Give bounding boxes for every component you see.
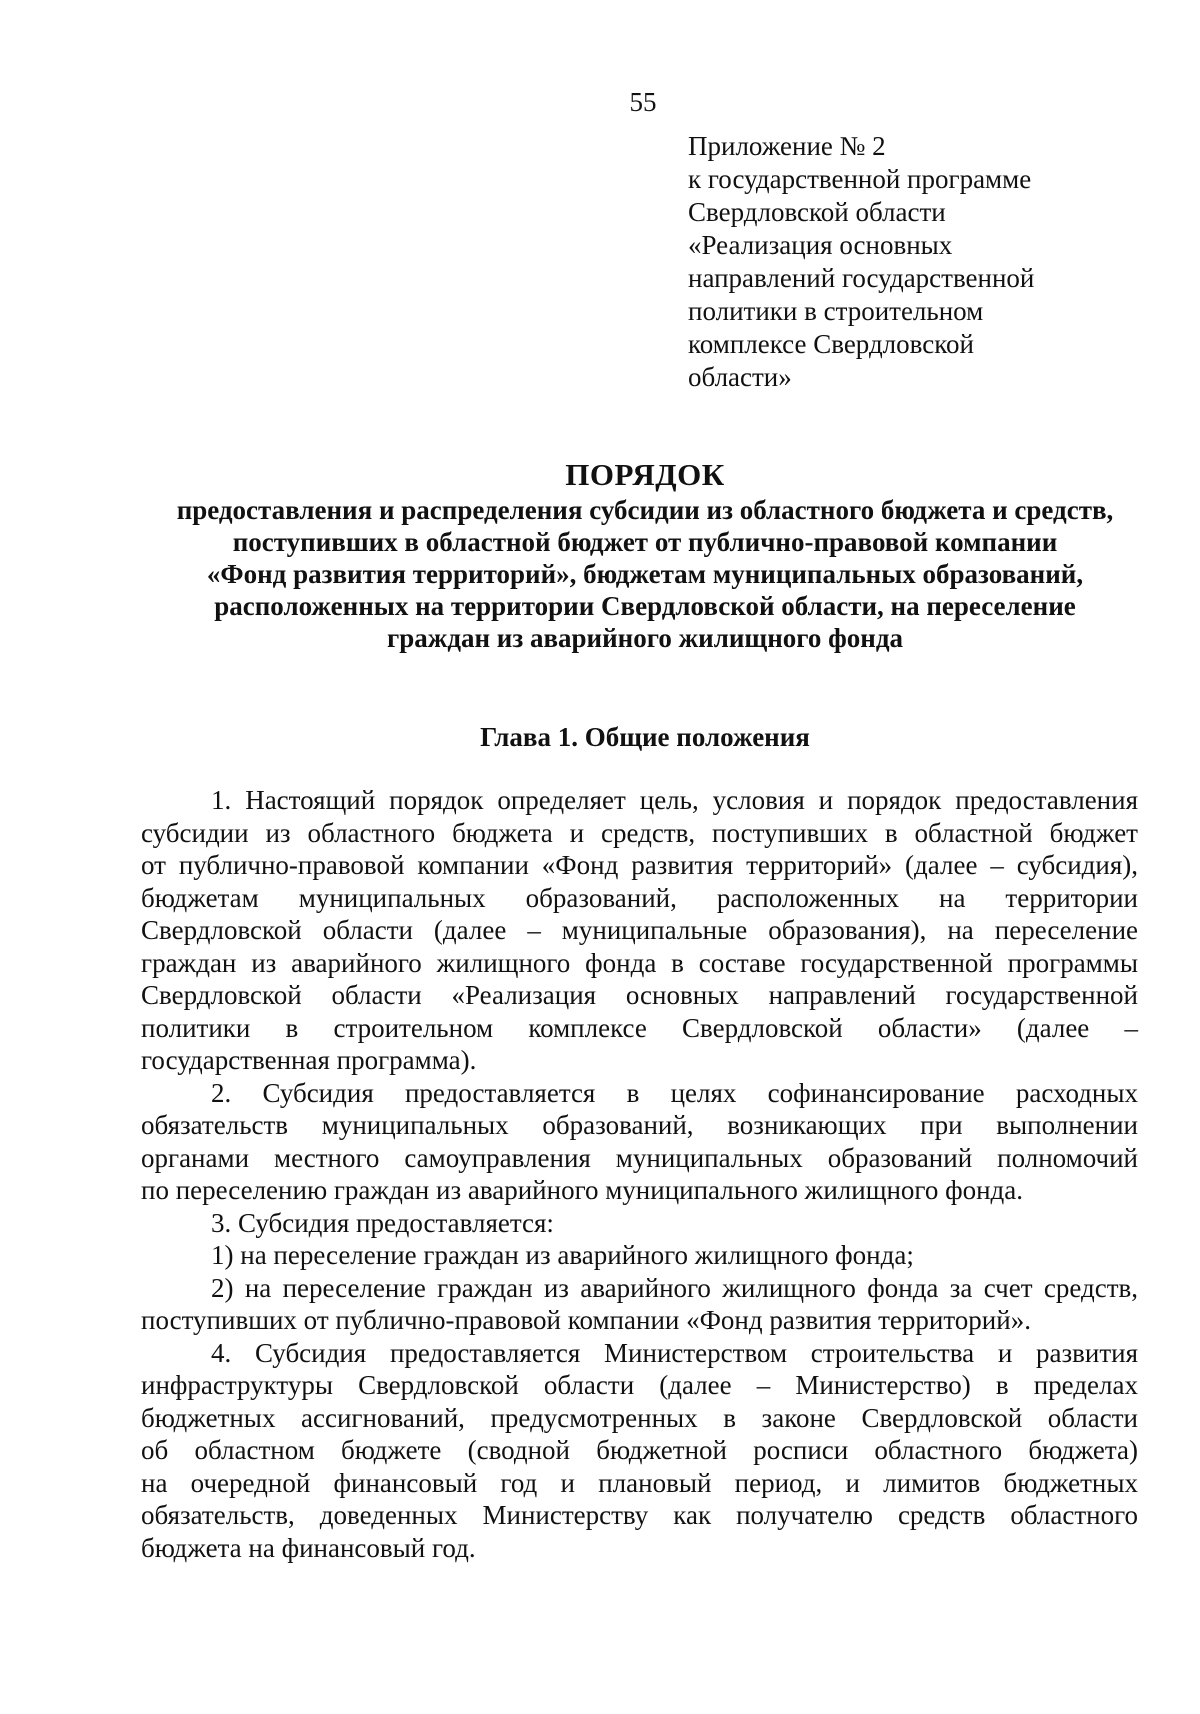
body-line: от публично-правовой компании «Фонд развития территорий» (далее – субсидия),: [141, 850, 1138, 880]
page-number: 55: [629, 87, 657, 117]
title-line: поступивших в областной бюджет от публично-правовой компании: [232, 527, 1058, 557]
appendix-line: «Реализация основных: [688, 230, 953, 260]
body-line: граждан из аварийного жилищного фонда в составе государственной программы: [141, 947, 1138, 978]
body-line: 4. Субсидия предоставляется Министерством строительства и развития: [211, 1337, 1138, 1368]
body-line: Свердловской области (далее – муниципальные образования), на переселение: [141, 915, 1138, 945]
title-line: «Фонд развития территорий», бюджетам муниципальных образований,: [206, 559, 1084, 589]
body-line: бюджетам муниципальных образований, расположенных на территории: [141, 882, 1138, 913]
title-heading: ПОРЯДОК: [565, 457, 725, 492]
body-line: об областном бюджете (сводной бюджетной росписи областного бюджета): [141, 1435, 1138, 1465]
body-line: политики в строительном комплексе Свердловской области» (далее –: [141, 1012, 1138, 1043]
appendix-line: Свердловской области: [688, 197, 946, 227]
body-line: 1) на переселение граждан из аварийного жилищного фонда;: [211, 1240, 914, 1270]
chapter-title: Глава 1. Общие положения: [480, 722, 810, 752]
body-line: государственная программа).: [141, 1045, 477, 1075]
appendix-line: области»: [688, 362, 792, 392]
body-line: по переселению граждан из аварийного муниципального жилищного фонда.: [141, 1175, 1023, 1205]
appendix-line: направлений государственной: [688, 263, 1035, 293]
body-line: бюджетных ассигнований, предусмотренных в законе Свердловской области: [141, 1402, 1138, 1433]
body-line: субсидии из областного бюджета и средств, поступивших в областной бюджет: [141, 817, 1138, 848]
title-line: граждан из аварийного жилищного фонда: [386, 623, 903, 653]
title-line: предоставления и распределения субсидии из областного бюджета и средств,: [176, 495, 1114, 525]
body-line: 2) на переселение граждан из аварийного жилищного фонда за счет средств,: [211, 1272, 1138, 1303]
appendix-line: к государственной программе: [688, 164, 1032, 194]
body-line: обязательств, доведенных Министерству как получателю средств областного: [141, 1500, 1138, 1530]
body-line: 2. Субсидия предоставляется в целях софинансирование расходных: [211, 1077, 1138, 1108]
appendix-line: политики в строительном: [688, 296, 984, 326]
appendix-block: [688, 130, 1108, 394]
body-line: поступивших от публично-правовой компании «Фонд развития территорий».: [141, 1305, 1031, 1335]
body-line: инфраструктуры Свердловской области (далее – Министерство) в пределах: [141, 1370, 1138, 1400]
body-line: органами местного самоуправления муниципальных образований полномочий: [141, 1142, 1138, 1173]
title-line: расположенных на территории Свердловской области, на переселение: [214, 591, 1076, 621]
appendix-line: Приложение № 2: [688, 131, 886, 161]
body-line: обязательств муниципальных образований, возникающих при выполнении: [141, 1110, 1138, 1140]
document-title: [120, 456, 1170, 654]
body-line: бюджета на финансовый год.: [141, 1532, 476, 1563]
body-line: 1. Настоящий порядок определяет цель, условия и порядок предоставления: [211, 785, 1138, 815]
body-line: Свердловской области «Реализация основных направлений государственной: [141, 980, 1138, 1010]
body-line: 3. Субсидия предоставляется:: [211, 1207, 554, 1238]
body-line: на очередной финансовый год и плановый период, и лимитов бюджетных: [141, 1467, 1138, 1498]
appendix-line: комплексе Свердловской: [688, 329, 974, 359]
body-text: [141, 784, 1138, 1564]
